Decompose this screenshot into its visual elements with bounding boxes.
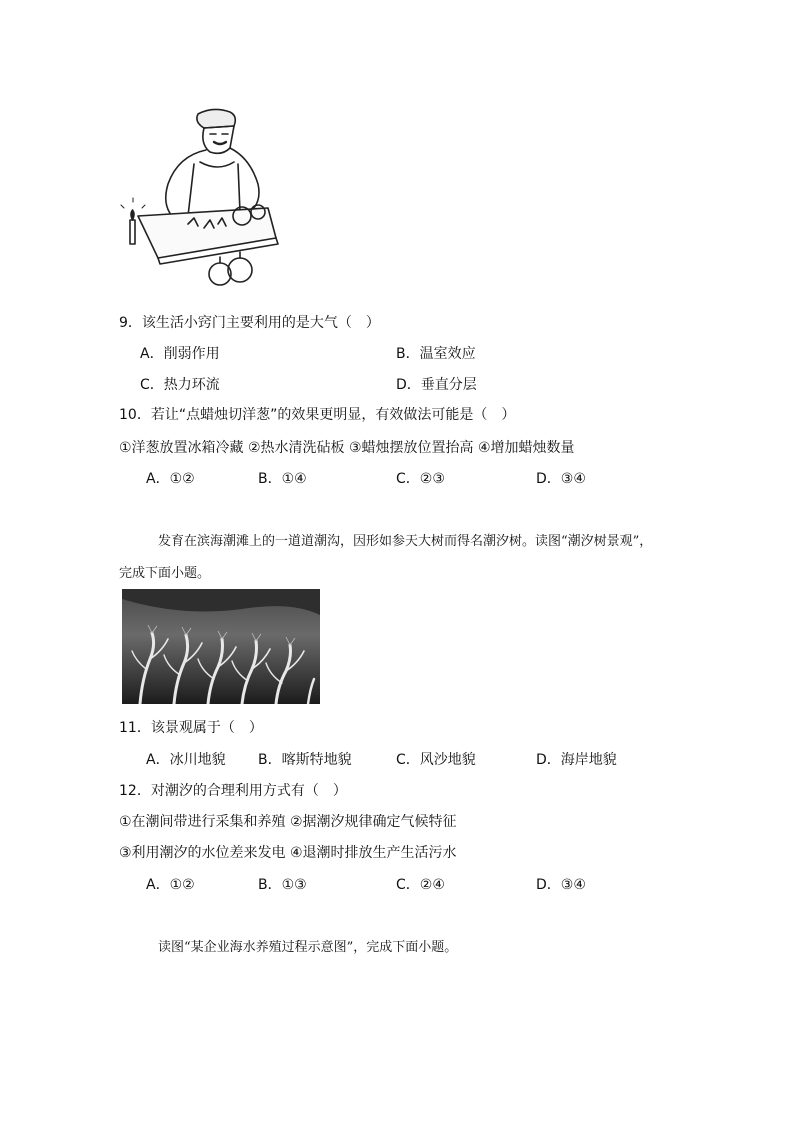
question-12-option-a[interactable]: A．①②: [146, 877, 195, 893]
tidal-tree-photo: [122, 589, 320, 704]
question-10-option-a[interactable]: A．①②: [146, 471, 195, 487]
question-10-statements: ①洋葱放置冰箱冷藏 ②热水清洗砧板 ③蜡烛摆放位置抬高 ④增加蜡烛数量: [119, 440, 575, 456]
question-12-statements-2: ③利用潮汐的水位差来发电 ④退潮时排放生产生活污水: [119, 845, 457, 861]
question-11-option-a[interactable]: A．冰川地貌: [146, 752, 226, 768]
question-10-option-d[interactable]: D．③④: [536, 471, 586, 487]
question-10-option-c[interactable]: C．②③: [396, 471, 445, 487]
question-12-option-c[interactable]: C．②④: [396, 877, 445, 893]
question-9-stem: 9．该生活小窍门主要利用的是大气（ ）: [119, 315, 380, 331]
question-11-stem: 11．该景观属于（ ）: [119, 720, 263, 736]
question-12-option-b[interactable]: B．①③: [258, 877, 307, 893]
question-9-option-b[interactable]: B．温室效应: [396, 346, 476, 362]
question-12-stem: 12．对潮汐的合理利用方式有（ ）: [119, 783, 347, 799]
question-9-option-a[interactable]: A．削弱作用: [140, 346, 220, 362]
passage-sea-farming: 读图“某企业海水养殖过程示意图”，完成下面小题。: [158, 940, 458, 955]
chef-cutting-onion-illustration: [118, 104, 283, 294]
question-11-option-c[interactable]: C．风沙地貌: [396, 752, 476, 768]
passage-tide-line-2: 完成下面小题。: [119, 566, 211, 581]
question-9-option-d[interactable]: D．垂直分层: [396, 377, 477, 393]
question-9-option-c[interactable]: C．热力环流: [140, 377, 220, 393]
question-11-option-d[interactable]: D．海岸地貌: [536, 752, 617, 768]
question-12-option-d[interactable]: D．③④: [536, 877, 586, 893]
question-11-option-b[interactable]: B．喀斯特地貌: [258, 752, 352, 768]
question-12-statements-1: ①在潮间带进行采集和养殖 ②据潮汐规律确定气候特征: [119, 814, 457, 830]
question-10-option-b[interactable]: B．①④: [258, 471, 307, 487]
passage-tide-line-1: 发育在滨海潮滩上的一道道潮沟，因形如参天大树而得名潮汐树。读图“潮汐树景观”，: [158, 534, 653, 549]
question-10-stem: 10．若让“点蜡烛切洋葱”的效果更明显，有效做法可能是（ ）: [119, 407, 516, 423]
